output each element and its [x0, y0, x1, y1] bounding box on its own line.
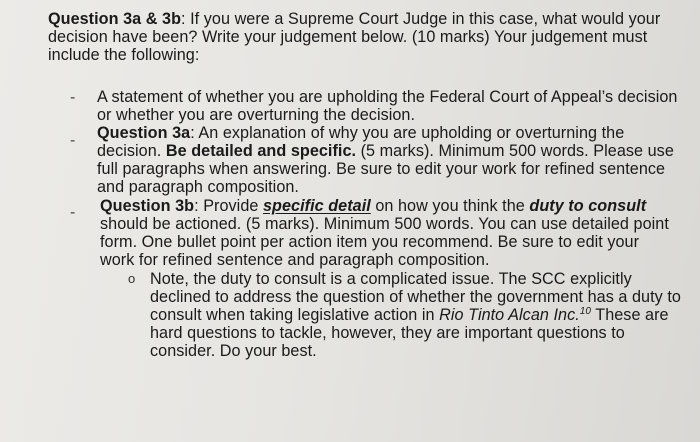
- sub-item-line-3: [150, 306, 669, 324]
- question-3b-label: Question 3b: [100, 197, 195, 215]
- item-2-text-c: (5 marks). Minimum 500 words. Please use: [356, 142, 674, 160]
- item-2-text: : An explanation of why you are upholding or overturning the: [190, 124, 625, 142]
- dash-bullet-2: -: [70, 132, 76, 149]
- sub-item-line-1: Note, the duty to consult is a complicated issue. The SCC explicitly: [150, 270, 632, 288]
- emphasis-duty-to-consult: duty to consult: [529, 197, 647, 215]
- item-3-text-a: : Provide: [194, 197, 263, 215]
- emphasis-detailed-specific: Be detailed and specific.: [165, 142, 357, 160]
- question-intro-line-2: decision have been? Write your judgement below. (10 marks) Your judgement must: [48, 28, 648, 46]
- dash-bullet-1: -: [70, 89, 76, 106]
- item-2-line-1: [97, 124, 624, 142]
- question-3a-label: Question 3a: [97, 124, 191, 142]
- item-3-line-1: [100, 197, 646, 215]
- dash-bullet-3: -: [70, 204, 76, 221]
- item-3-line-3: form. One bullet point per action item you recommend. Be sure to edit your: [100, 233, 640, 251]
- question-intro-text: : If you were a Supreme Court Judge in this case, what would your: [181, 10, 661, 28]
- case-name-rio-tinto: Rio Tinto Alcan Inc.: [439, 306, 580, 324]
- item-1-line-2: or whether you are overturning the decision.: [97, 106, 416, 124]
- sub-item-text-b: These are: [591, 306, 669, 324]
- item-3-text-b: on how you think the: [370, 197, 530, 215]
- question-3ab-label: Question 3a & 3b: [48, 10, 182, 28]
- item-1-line-1: A statement of whether you are upholding the Federal Court of Appeal’s decision: [97, 88, 678, 106]
- item-2-text-a: decision.: [97, 142, 166, 160]
- sub-item-line-2: declined to address the question of whether the government has a duty to: [150, 288, 681, 306]
- sub-item-line-4: hard questions to tackle, however, they are important questions to: [150, 324, 625, 342]
- item-3-line-2: should be actioned. (5 marks). Minimum 500 words. You can use detailed point: [100, 215, 669, 233]
- question-heading-line: [48, 10, 660, 28]
- sub-item-line-5: consider. Do your best.: [150, 342, 317, 360]
- footnote-reference: 10: [579, 306, 591, 317]
- item-2-line-3: full paragraphs when answering. Be sure to edit your work for refined sentence: [97, 160, 666, 178]
- emphasis-specific-detail: specific detail: [262, 197, 371, 215]
- item-2-line-2: [97, 142, 674, 160]
- question-intro-line-3: include the following:: [48, 46, 200, 64]
- item-2-line-4: and paragraph composition.: [97, 178, 299, 196]
- item-3-line-4: work for refined sentence and paragraph composition.: [100, 251, 490, 269]
- circle-bullet-icon: o: [128, 271, 136, 286]
- sub-item-text-a: consult when taking legislative action in: [150, 306, 440, 324]
